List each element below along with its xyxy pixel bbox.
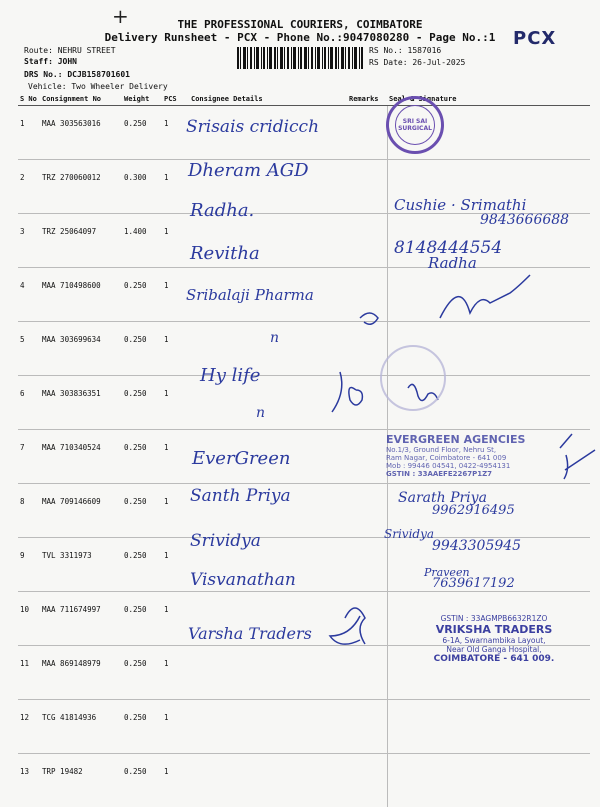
cell-sno: 3 [18,214,40,268]
cell-sno: 4 [18,268,40,322]
drs-label: DRS No.: DCJB158701601 [24,70,130,79]
handwritten-ditto-6: n [270,330,279,346]
cell-pcs: 1 [162,538,189,592]
cell-consignment: TRZ 25064097 [40,214,122,268]
signature-row-11: Srividya [384,527,434,541]
phone-row-12: 7639617192 [432,576,515,591]
cell-weight: 0.250 [122,322,162,376]
handwritten-consignee-7: Hy life [200,365,260,386]
cell-sno: 13 [18,754,40,807]
handwritten-consignee-1: Srisais cridicch [186,117,319,137]
signature-row-4: Radha [428,254,477,272]
cell-consignment: TRP 19482 [40,754,122,807]
handwritten-consignee-13: Varsha Traders [188,624,312,643]
cell-sno: 9 [18,538,40,592]
signature-scribble-13 [330,608,365,644]
cell-sno: 5 [18,322,40,376]
evergreen-mobile: Mob : 99446 04541, 0422-4954131 [386,462,586,470]
vriksha-name: VRIKSHA TRADERS [404,623,584,636]
evergreen-address-2: Ram Nagar, Coimbatore - 641 009 [386,454,586,462]
cell-consignment: MAA 303836351 [40,376,122,430]
col-header-signature: Seal & Signature [387,93,590,106]
vriksha-address-1: 6-1A, Swarnambika Layout, [404,636,584,645]
cell-pcs: 1 [162,322,189,376]
cell-consignment: MAA 869148979 [40,646,122,700]
phone-row-11: 9943305945 [432,538,521,554]
handwritten-consignee-2: Dheram AGD [188,160,309,181]
signature-row-10: Sarath Priya [398,490,487,506]
staff-label: Staff: JOHN [24,57,77,66]
cell-pcs: 1 [162,592,189,646]
handwritten-consignee-9: EverGreen [192,448,290,469]
cell-pcs: 1 [162,268,189,322]
cell-sno: 11 [18,646,40,700]
cell-sno: 7 [18,430,40,484]
cell-sno: 8 [18,484,40,538]
cell-pcs: 1 [162,106,189,160]
col-header-remarks: Remarks [347,93,387,106]
handwritten-consignee-10: Santh Priya [190,486,291,506]
handwritten-consignee-3: Radha. [190,200,254,221]
cell-weight: 0.250 [122,376,162,430]
evergreen-gstin: GSTIN : 33AAEFE2267P1Z7 [386,470,586,478]
vriksha-address-3: COIMBATORE - 641 009. [404,654,584,664]
sri-sai-surgical-seal [386,96,444,154]
vriksha-traders-stamp [404,614,584,664]
cell-sno: 1 [18,106,40,160]
handwritten-consignee-11: Srividya [190,531,261,551]
top-tick-mark: + [112,4,129,28]
vehicle-label: Vehicle: Two Wheeler Delivery [28,82,168,91]
phone-row-4: 8148444554 [394,238,502,258]
cell-weight: 0.250 [122,268,162,322]
page-subtitle: Delivery Runsheet - PCX - Phone No.:9047080280 - Page No.:1 [0,31,600,44]
cell-pcs: 1 [162,430,189,484]
cell-weight: 1.400 [122,214,162,268]
signature-row-12: Praveen [424,566,470,579]
cell-weight: 0.250 [122,430,162,484]
handwritten-consignee-5: Sribalaji Pharma [186,286,314,304]
phone-row-3: 9843666688 [480,212,569,228]
handwritten-consignee-4: Revitha [190,243,260,264]
cell-pcs: 1 [162,646,189,700]
faint-round-seal [380,345,446,411]
handwritten-ditto-8: n [256,405,265,421]
handwritten-consignee-12: Visvanathan [190,570,296,590]
cell-weight: 0.300 [122,160,162,214]
cell-sno: 2 [18,160,40,214]
signature-row-3: Cushie · Srimathi [394,196,526,214]
evergreen-name: EVERGREEN AGENCIES [386,433,586,446]
page-title: THE PROFESSIONAL COURIERS, COIMBATORE [0,18,600,31]
cell-weight: 0.250 [122,700,162,754]
phone-row-10: 9962916495 [432,503,515,518]
cell-weight: 0.250 [122,592,162,646]
cell-consignment: MAA 710498600 [40,268,122,322]
signature-scribble-5 [360,275,530,324]
seal-text: SRI SAI SURGICAL [390,118,440,132]
pcx-logo: PCX [513,28,556,49]
rs-number: RS No.: 1587016 [369,46,441,55]
cell-weight: 0.250 [122,106,162,160]
cell-sno: 10 [18,592,40,646]
cell-consignment: MAA 710340524 [40,430,122,484]
cell-sno: 6 [18,376,40,430]
cell-weight: 0.250 [122,484,162,538]
remark-mark-7 [332,372,362,412]
rs-date: RS Date: 26-Jul-2025 [369,58,465,67]
cell-consignment: TVL 3311973 [40,538,122,592]
route-label: Route: NEHRU STREET [24,46,116,55]
cell-weight: 0.250 [122,754,162,807]
col-header-consignee: Consignee Details [189,93,347,106]
cell-sno: 12 [18,700,40,754]
cell-pcs: 1 [162,484,189,538]
cell-pcs: 1 [162,160,189,214]
cell-weight: 0.250 [122,646,162,700]
vriksha-gstin: GSTIN : 33AGMPB6632R1ZO [404,614,584,623]
cell-pcs: 1 [162,754,189,807]
cell-consignment: MAA 711674997 [40,592,122,646]
col-header-pcs: PCS [162,93,189,106]
cell-consignment: TRZ 270060012 [40,160,122,214]
cell-consignment: MAA 709146609 [40,484,122,538]
cell-pcs: 1 [162,700,189,754]
cell-consignment: MAA 303699634 [40,322,122,376]
cell-pcs: 1 [162,214,189,268]
cell-pcs: 1 [162,376,189,430]
col-header-weight: Weight [122,93,162,106]
vriksha-address-2: Near Old Ganga Hospital, [404,645,584,654]
evergreen-address-1: No.1/3, Ground Floor, Nehru St, [386,446,586,454]
col-header-consignment: Consignment No [40,93,122,106]
cell-weight: 0.250 [122,538,162,592]
col-header-sno: S No [18,93,40,106]
cell-consignment: TCG 41814936 [40,700,122,754]
cell-consignment: MAA 303563016 [40,106,122,160]
evergreen-agencies-stamp [386,433,586,478]
